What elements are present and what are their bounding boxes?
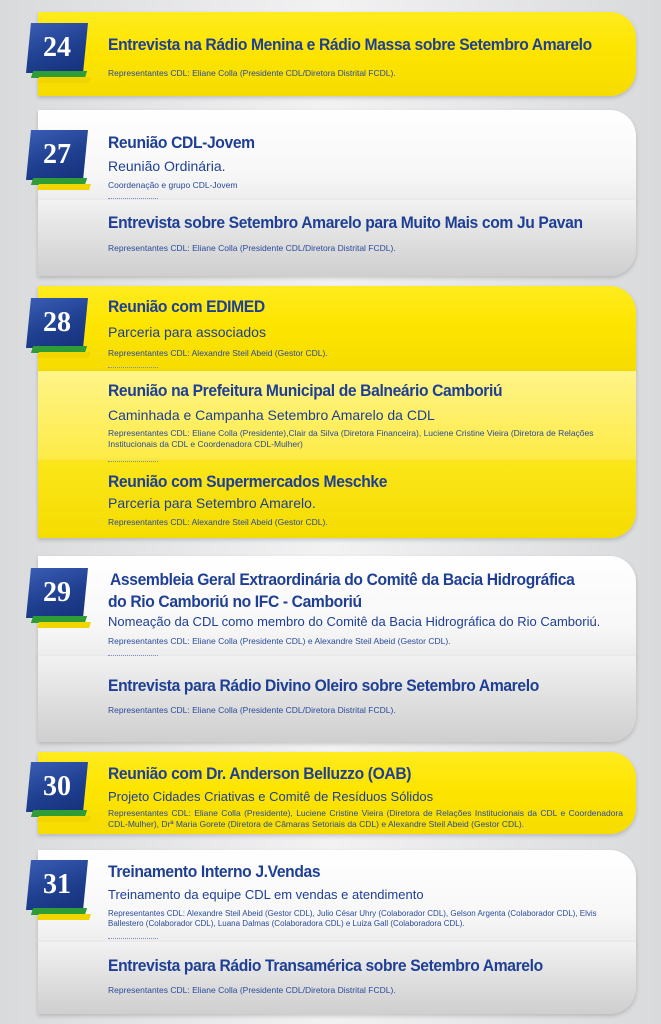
event-representatives: Coordenação e grupo CDL-Jovem — [108, 180, 238, 190]
event-representatives: Representantes CDL: Eliane Colla (Presidente CDL) e Alexandre Steil Abeid (Gestor CDL). — [108, 636, 451, 646]
event-representatives: Representantes CDL: Eliane Colla (Presidente),Clair da Silva (Diretora Financeira), Luciene Cristine Vieira (Diretora de Relações Institucionais da CDL e Coordenadora CDL-Mulher) — [108, 428, 594, 449]
event-title: Entrevista sobre Setembro Amarelo para Muito Mais com Ju Pavan — [108, 213, 583, 232]
day-badge-29 — [26, 568, 88, 618]
day-badge-24 — [26, 23, 88, 73]
day-badge-28 — [26, 298, 88, 348]
divider — [108, 198, 158, 199]
event-representatives: Representantes CDL: Alexandre Steil Abeid (Gestor CDL). — [108, 517, 328, 527]
event-subtitle: Reunião Ordinária. — [108, 158, 226, 174]
event-title: Reunião CDL-Jovem — [108, 133, 255, 152]
event-title: Treinamento Interno J.Vendas — [108, 862, 321, 881]
divider — [108, 367, 158, 368]
event-representatives: Representantes CDL: Eliane Colla (Presidente), Luciene Cristine Vieira (Diretora de Relações Institucionais da CDL e Coordenadora CDL-Mulher), Drª Maria Gorete (Diretora de Câmaras Setoriais da CDL) e Alexandre Steil Abeid (Gestor CDL). — [108, 808, 623, 829]
day-number: 29 — [43, 577, 71, 608]
event-title: Reunião com Dr. Anderson Belluzzo (OAB) — [108, 764, 412, 783]
divider — [108, 461, 158, 462]
day-number: 27 — [43, 139, 71, 170]
divider — [108, 938, 158, 939]
event-title: Entrevista para Rádio Divino Oleiro sobre Setembro Amarelo — [108, 676, 539, 695]
day-number: 30 — [43, 771, 71, 802]
day-29-section-b — [38, 656, 636, 742]
event-title: Entrevista na Rádio Menina e Rádio Massa sobre Setembro Amarelo — [108, 35, 592, 54]
day-badge-31 — [26, 860, 88, 910]
day-number: 24 — [43, 32, 71, 63]
event-title-line2: do Rio Camboriú no IFC - Camboriú — [108, 592, 362, 611]
event-representatives: Representantes CDL: Eliane Colla (Presidente CDL/Diretora Distrital FCDL). — [108, 68, 396, 78]
event-subtitle: Caminhada e Campanha Setembro Amarelo da CDL — [108, 407, 435, 423]
event-subtitle: Projeto Cidades Criativas e Comitê de Resíduos Sólidos — [108, 789, 434, 804]
event-representatives: Representantes CDL: Alexandre Steil Abeid (Gestor CDL). — [108, 348, 328, 358]
event-subtitle: Parceria para Setembro Amarelo. — [108, 495, 316, 511]
event-title: Reunião com Supermercados Meschke — [108, 472, 388, 491]
day-number: 31 — [43, 869, 71, 900]
day-31-section-b — [38, 942, 636, 1014]
day-27-section-b — [38, 200, 636, 276]
day-badge-27 — [26, 130, 88, 180]
day-badge-30 — [26, 762, 88, 812]
event-representatives: Representantes CDL: Eliane Colla (Presidente CDL/Diretora Distrital FCDL). — [108, 705, 396, 715]
event-representatives: Representantes CDL: Eliane Colla (Presidente CDL/Diretora Distrital FCDL). — [108, 985, 396, 995]
event-title: Reunião na Prefeitura Municipal de Balneário Camboriú — [108, 381, 503, 400]
event-title: Reunião com EDIMED — [108, 297, 265, 316]
event-subtitle: Nomeação da CDL como membro do Comitê da Bacia Hidrográfica do Rio Camboriú. — [108, 614, 601, 629]
day-number: 28 — [43, 307, 71, 338]
event-subtitle: Treinamento da equipe CDL em vendas e atendimento — [108, 887, 424, 902]
event-representatives: Representantes CDL: Eliane Colla (Presidente CDL/Diretora Distrital FCDL). — [108, 243, 396, 253]
divider — [108, 655, 158, 656]
event-subtitle: Parceria para associados — [108, 324, 266, 340]
event-representatives: Representantes CDL: Alexandre Steil Abeid (Gestor CDL), Julio César Uhry (Colaborador CDL), Gelson Argenta (Colaborador CDL), Elvis Ballestero (Colaborador CDL), Luana Dalmas (Colaboradora CDL) e Luiza Gall (Colaboradora CDL). — [108, 909, 597, 928]
event-title: Entrevista para Rádio Transamérica sobre Setembro Amarelo — [108, 956, 543, 975]
event-title-line1: Assembleia Geral Extraordinária do Comitê da Bacia Hidrográfica — [110, 570, 575, 589]
